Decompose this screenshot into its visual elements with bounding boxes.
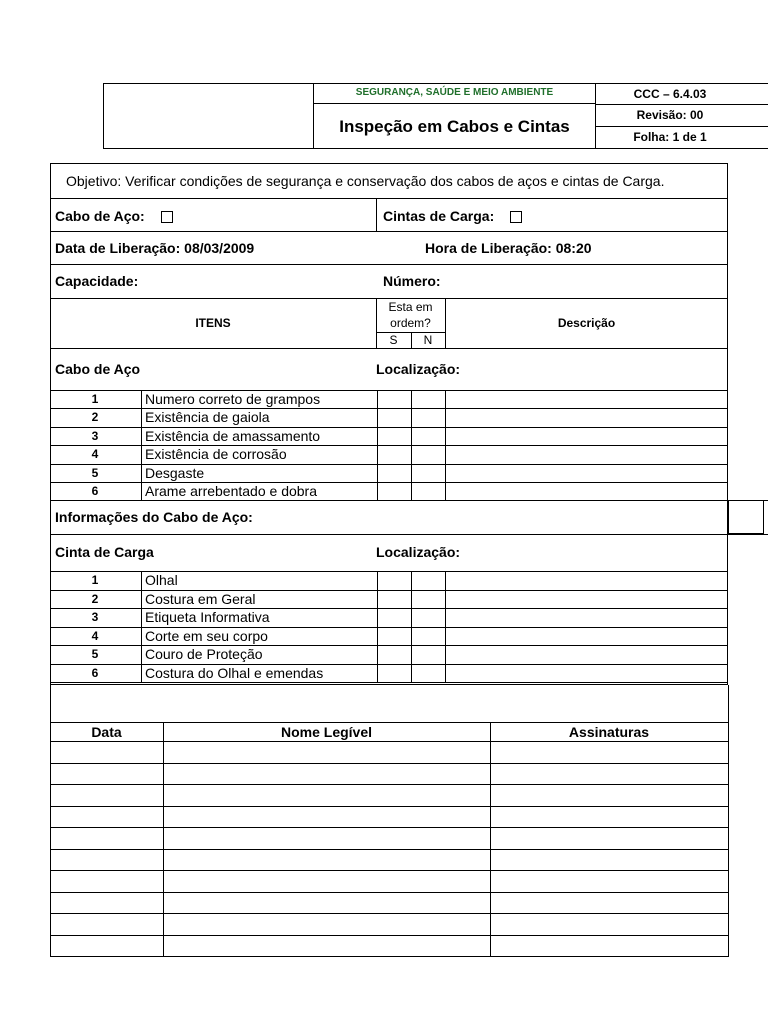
col-data-header: Data xyxy=(91,724,122,740)
cinta-item-6-text: Costura do Olhal e emendas xyxy=(145,665,324,681)
objective-text: Objetivo: Verificar condições de segurança e conservação dos cabos de aços e cintas de Carga. xyxy=(66,173,665,189)
numero-label: Número: xyxy=(383,273,441,289)
col-s-label: S xyxy=(389,333,398,347)
col-assinaturas-header: Assinaturas xyxy=(568,724,650,740)
cabo-item-4-number: 4 xyxy=(91,447,99,461)
cinta-item-5-text: Couro de Proteção xyxy=(145,646,263,662)
page-title: Inspeção em Cabos e Cintas xyxy=(339,117,570,136)
esta-em-ordem-label-1: Esta em xyxy=(388,300,433,314)
cabo-item-5-text: Desgaste xyxy=(145,465,205,481)
esta-em-ordem-label-2: ordem? xyxy=(390,316,431,330)
cabo-item-2-number: 2 xyxy=(91,410,99,424)
cinta-item-2-number: 2 xyxy=(91,592,99,606)
cabo-localizacao-label: Localização: xyxy=(376,361,461,377)
col-nome-header: Nome Legível xyxy=(280,724,373,740)
cabo-de-aco-label: Cabo de Aço: xyxy=(55,208,145,224)
cinta-item-3-text: Etiqueta Informativa xyxy=(145,609,270,625)
hora-liberacao: Hora de Liberação: 08:20 xyxy=(425,240,592,256)
cabo-item-3-text: Existência de amassamento xyxy=(145,428,321,444)
data-liberacao: Data de Liberação: 08/03/2009 xyxy=(55,240,255,256)
cinta-section-title: Cinta de Carga xyxy=(55,544,154,560)
col-n-label: N xyxy=(423,333,433,347)
cabo-de-aco-checkbox[interactable] xyxy=(161,211,173,223)
cinta-item-2-text: Costura em Geral xyxy=(145,591,256,607)
descricao-header: Descrição xyxy=(557,316,616,330)
informacoes-cabo-extra-cell xyxy=(728,500,764,534)
cabo-item-2-text: Existência de gaiola xyxy=(145,409,270,425)
header-section: SEGURANÇA, SAÚDE E MEIO AMBIENTE xyxy=(355,87,554,98)
cintas-de-carga-field xyxy=(383,208,522,224)
cabo-item-6-number: 6 xyxy=(91,484,99,498)
itens-header: ITENS xyxy=(195,316,231,330)
header-code: CCC – 6.4.03 xyxy=(633,87,707,101)
header-logo-cell xyxy=(103,83,314,149)
cinta-item-3-number: 3 xyxy=(91,610,99,624)
cabo-item-1-text: Numero correto de grampos xyxy=(145,391,321,407)
cintas-de-carga-label: Cintas de Carga: xyxy=(383,208,495,224)
cabo-item-5-number: 5 xyxy=(91,466,99,480)
cinta-item-4-number: 4 xyxy=(91,629,99,643)
cinta-item-4-text: Corte em seu corpo xyxy=(145,628,268,644)
informacoes-cabo-label: Informações do Cabo de Aço: xyxy=(55,509,253,525)
cintas-de-carga-checkbox[interactable] xyxy=(510,211,522,223)
cabo-item-3-number: 3 xyxy=(91,429,99,443)
capacidade-label: Capacidade: xyxy=(55,273,139,289)
cinta-item-6-number: 6 xyxy=(91,666,99,680)
cinta-item-1-text: Olhal xyxy=(145,572,178,588)
header-revision: Revisão: 00 xyxy=(636,108,704,122)
cinta-item-1-number: 1 xyxy=(91,573,99,587)
cabo-item-4-text: Existência de corrosão xyxy=(145,446,287,462)
cinta-localizacao-label: Localização: xyxy=(376,544,461,560)
cabo-de-aco-field xyxy=(55,208,173,224)
cabo-item-6-text: Arame arrebentado e dobra xyxy=(145,483,317,499)
cabo-item-1-number: 1 xyxy=(91,392,99,406)
cabo-section-title: Cabo de Aço xyxy=(55,361,141,377)
cinta-item-5-number: 5 xyxy=(91,647,99,661)
header-sheet: Folha: 1 de 1 xyxy=(633,130,707,144)
